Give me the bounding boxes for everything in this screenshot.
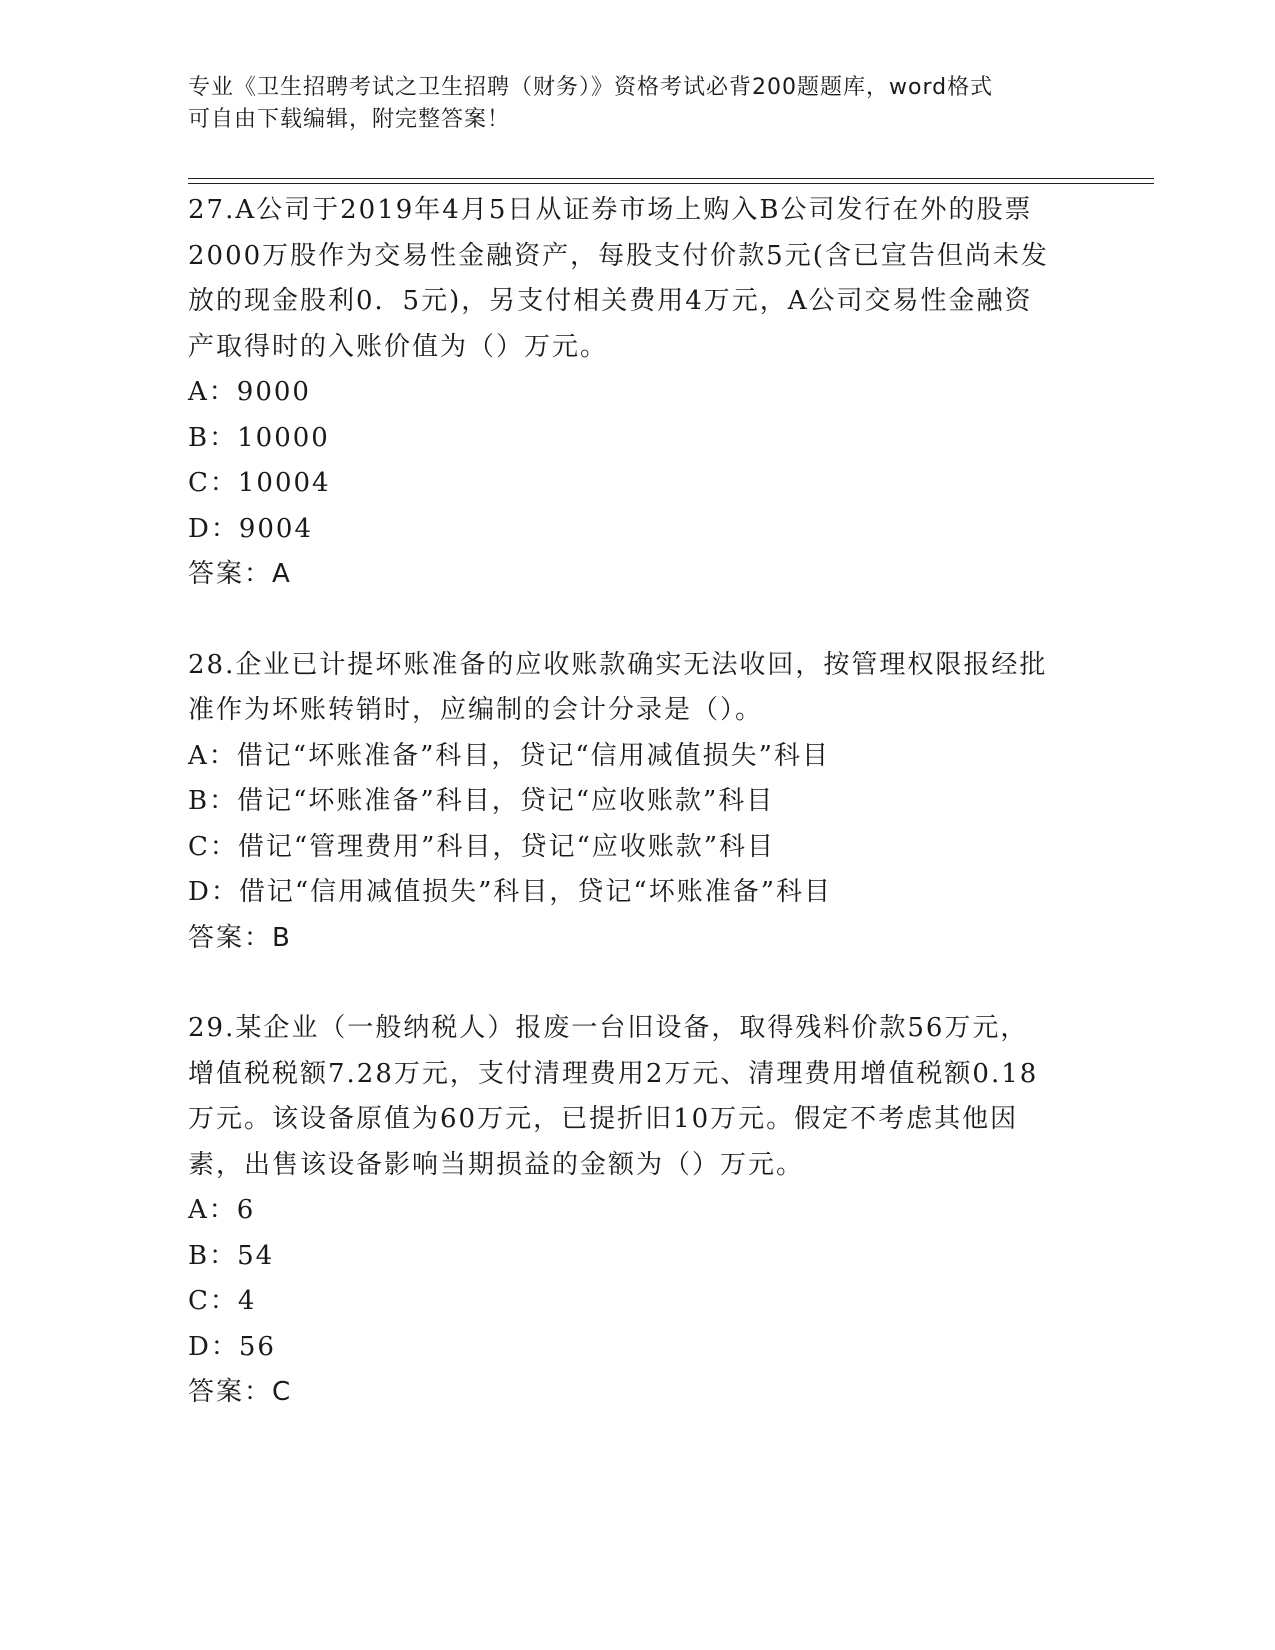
option-d: D：9004 [188, 513, 314, 544]
answer-label: 答案：C [188, 1377, 293, 1407]
question-stem-line: 27.A公司于2019年4月5日从证券市场上购入B公司发行在外的股票 [188, 195, 1033, 225]
option-a: A：9000 [188, 377, 311, 407]
question-stem-line: 准作为坏账转销时，应编制的会计分录是（）。 [188, 695, 764, 725]
answer-label: 答案：A [188, 559, 292, 589]
answer-label: 答案：B [188, 922, 292, 953]
option-d: D：借记“信用减值损失”科目，贷记“坏账准备”科目 [188, 877, 833, 907]
document-header [188, 72, 1088, 136]
question-27 [188, 188, 1088, 598]
question-28 [188, 643, 1088, 962]
question-stem-line: 放的现金股利0．5元)，另支付相关费用4万元，A公司交易性金融资 [188, 286, 1033, 316]
question-stem-line: 28.企业已计提坏账准备的应收账款确实无法收回，按管理权限报经批 [188, 649, 1048, 680]
option-b: B：借记“坏账准备”科目，贷记“应收账款”科目 [188, 786, 775, 816]
question-29 [188, 1006, 1088, 1416]
question-list [188, 188, 1088, 1416]
question-stem-line: 增值税税额7.28万元，支付清理费用2万元、清理费用增值税额0.18 [188, 1058, 1039, 1089]
question-stem-line: 29.某企业（一般纳税人）报废一台旧设备，取得残料价款56万元， [188, 1013, 1029, 1043]
option-b: B：10000 [188, 422, 330, 453]
option-c: C：10004 [188, 468, 331, 498]
question-stem-line: 素，出售该设备影响当期损益的金额为（）万元。 [188, 1149, 805, 1180]
header-line-1: 专业《卫生招聘考试之卫生招聘（财务）》资格考试必背200题题库，word格式 [188, 75, 994, 100]
header-divider-top [188, 178, 1154, 179]
header-divider-bottom [188, 183, 1154, 184]
option-d: D：56 [188, 1331, 276, 1362]
option-b: B：54 [188, 1240, 275, 1271]
header-line-2: 可自由下载编辑，附完整答案！ [188, 107, 511, 132]
option-c: C：借记“管理费用”科目，贷记“应收账款”科目 [188, 831, 776, 862]
question-stem-line: 2000万股作为交易性金融资产，每股支付价款5元(含已宣告但尚未发 [188, 240, 1049, 271]
question-stem-line: 万元。该设备原值为60万元，已提折旧10万元。假定不考虑其他因 [188, 1104, 1019, 1134]
question-spacer [188, 961, 1088, 1006]
option-a: A：6 [188, 1195, 256, 1225]
option-c: C：4 [188, 1286, 257, 1316]
question-stem-line: 产取得时的入账价值为（）万元。 [188, 331, 609, 362]
option-a: A：借记“坏账准备”科目，贷记“信用减值损失”科目 [188, 740, 830, 771]
question-spacer [188, 598, 1088, 643]
